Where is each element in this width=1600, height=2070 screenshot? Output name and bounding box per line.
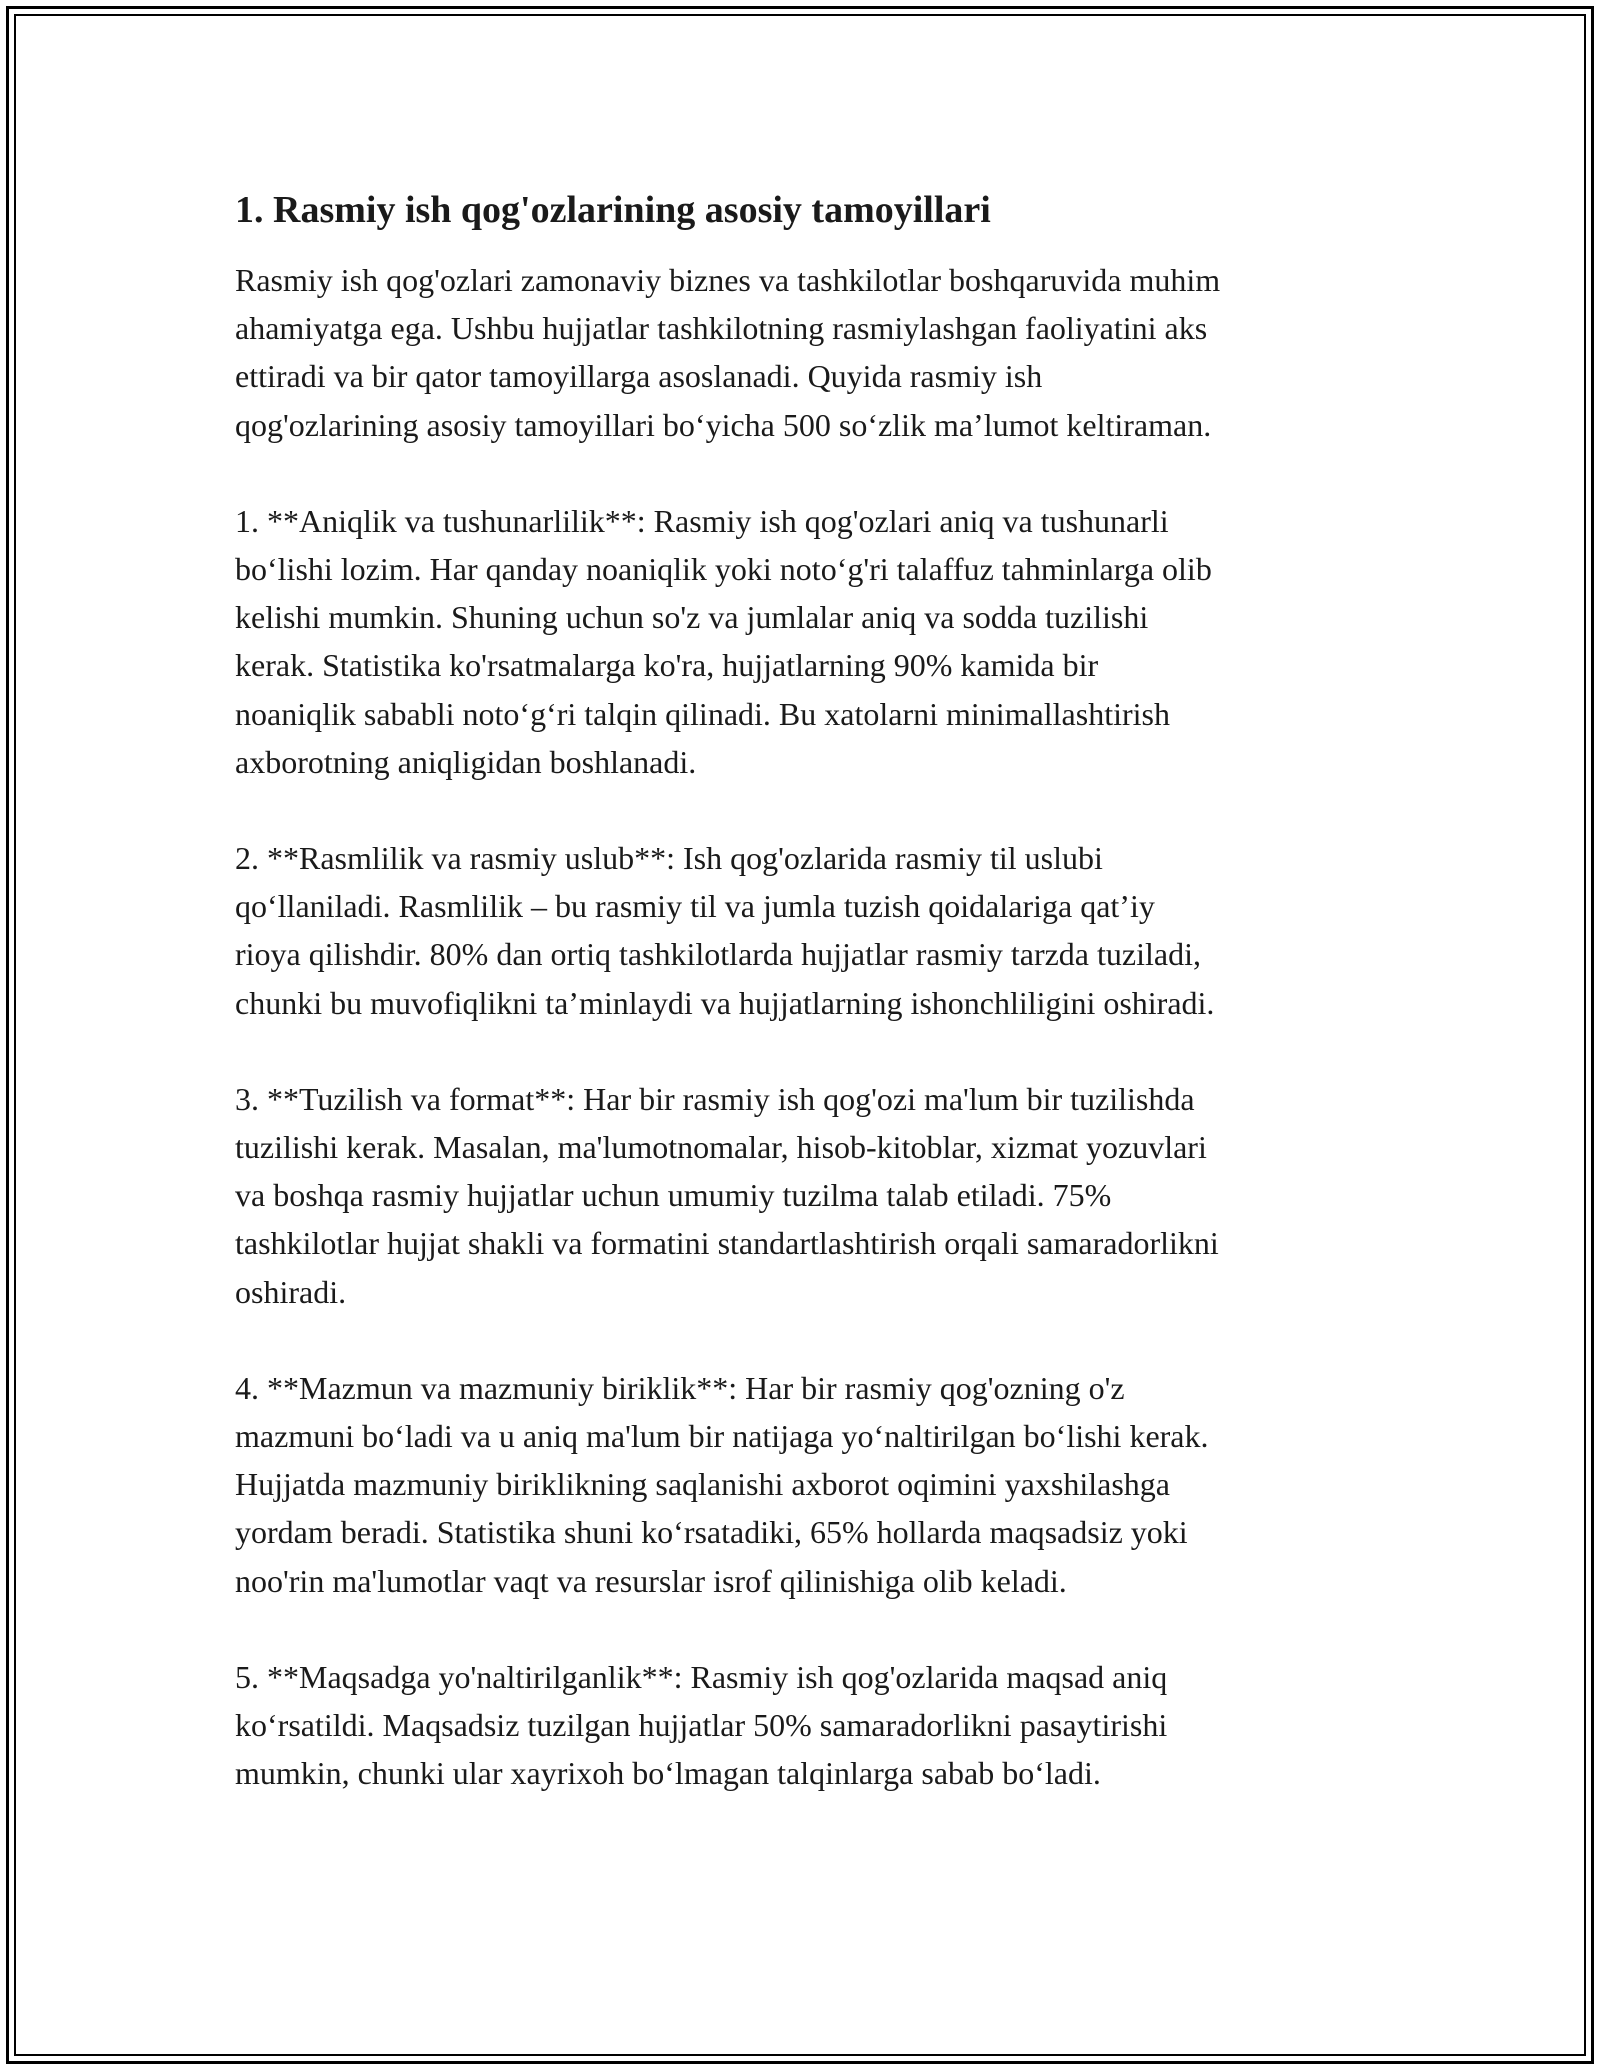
text-line: qog'ozlarining asosiy tamoyillari bo‘yicha 500 so‘zlik ma’lumot keltiraman. xyxy=(235,406,1212,443)
document-body xyxy=(235,186,1385,1845)
text-line: ko‘rsatildi. Maqsadsiz tuzilgan hujjatlar 50% samaradorlikni pasaytirishi xyxy=(235,1707,1168,1744)
text-line: tashkilotlar hujjat shakli va formatini standartlashtirish orqali samaradorlikni xyxy=(235,1225,1219,1262)
text-line: kerak. Statistika ko'rsatmalarga ko'ra, hujjatlarning 90% kamida bir xyxy=(235,647,1099,684)
paragraph-intro xyxy=(235,256,1385,449)
text-line: Rasmiy ish qog'ozlari zamonaviy biznes va tashkilotlar boshqaruvida muhim xyxy=(235,262,1221,298)
text-line: 3. **Tuzilish va format**: Har bir rasmiy ish qog'ozi ma'lum bir tuzilishda xyxy=(235,1080,1195,1117)
text-line: 4. **Mazmun va mazmuniy biriklik**: Har bir rasmiy qog'ozning o'z xyxy=(235,1369,1125,1406)
document-title: 1. Rasmiy ish qog'ozlarining asosiy tamoyillari xyxy=(235,189,991,231)
text-line: qo‘llaniladi. Rasmlilik – bu rasmiy til va jumla tuzish qoidalariga qat’iy xyxy=(235,888,1155,925)
text-line: va boshqa rasmiy hujjatlar uchun umumiy tuzilma talab etiladi. 75% xyxy=(235,1177,1112,1214)
text-line: rioya qilishdir. 80% dan ortiq tashkilotlarda hujjatlar rasmiy tarzda tuziladi, xyxy=(235,936,1201,973)
paragraph-item-2 xyxy=(235,834,1385,1027)
text-line: oshiradi. xyxy=(235,1273,347,1310)
text-line: tuzilishi kerak. Masalan, ma'lumotnomalar, hisob-kitoblar, xizmat yozuvlari xyxy=(235,1129,1207,1166)
paragraph-item-5 xyxy=(235,1653,1385,1798)
text-line: noaniqlik sababli noto‘g‘ri talqin qilinadi. Bu xatolarni minimallashtirish xyxy=(235,695,1170,732)
text-line: ettiradi va bir qator tamoyillarga asoslanadi. Quyida rasmiy ish xyxy=(235,358,1043,395)
text-line: Hujjatda mazmuniy biriklikning saqlanishi axborot oqimini yaxshilashga xyxy=(235,1466,1170,1503)
text-line: bo‘lishi lozim. Har qanday noaniqlik yoki noto‘g'ri talaffuz tahminlarga olib xyxy=(235,551,1212,588)
text-line: noo'rin ma'lumotlar vaqt va resurslar isrof qilinishiga olib keladi. xyxy=(235,1562,1067,1599)
text-line: yordam beradi. Statistika shuni ko‘rsatadiki, 65% hollarda maqsadsiz yoki xyxy=(235,1514,1188,1551)
text-line: chunki bu muvofiqlikni ta’minlaydi va hujjatlarning ishonchliligini oshiradi. xyxy=(235,984,1215,1021)
text-line: mazmuni bo‘ladi va u aniq ma'lum bir natijaga yo‘naltirilgan bo‘lishi kerak. xyxy=(235,1418,1209,1455)
text-line: axborotning aniqligidan boshlanadi. xyxy=(235,743,697,780)
paragraph-item-4 xyxy=(235,1364,1385,1605)
text-line: 1. **Aniqlik va tushunarlilik**: Rasmiy ish qog'ozlari aniq va tushunarli xyxy=(235,502,1169,539)
text-line: kelishi mumkin. Shuning uchun so'z va jumlalar aniq va sodda tuzilishi xyxy=(235,599,1149,636)
text-line: 2. **Rasmlilik va rasmiy uslub**: Ish qog'ozlarida rasmiy til uslubi xyxy=(235,840,1103,877)
text-line: mumkin, chunki ular xayrixoh bo‘lmagan talqinlarga sabab bo‘ladi. xyxy=(235,1755,1101,1792)
paragraph-item-3 xyxy=(235,1075,1385,1316)
text-line: ahamiyatga ega. Ushbu hujjatlar tashkilotning rasmiylashgan faoliyatini aks xyxy=(235,310,1208,347)
paragraph-item-1 xyxy=(235,497,1385,786)
text-line: 5. **Maqsadga yo'naltirilganlik**: Rasmiy ish qog'ozlarida maqsad aniq xyxy=(235,1658,1168,1695)
